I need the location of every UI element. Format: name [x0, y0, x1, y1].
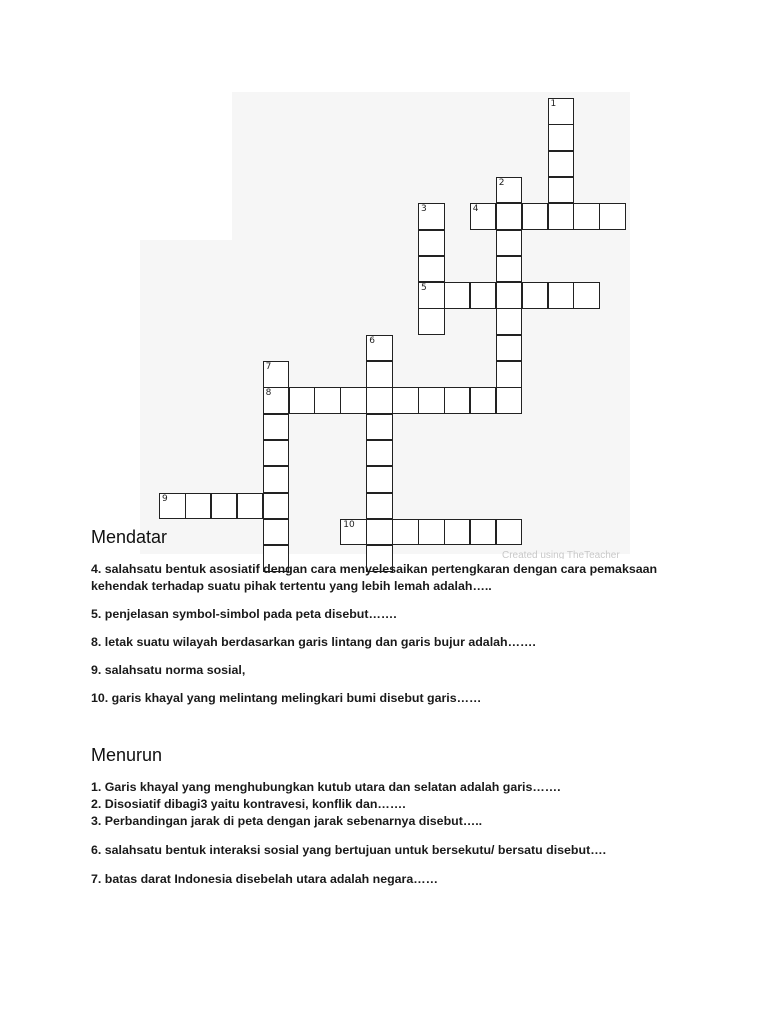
crossword-cell[interactable]: [366, 387, 393, 414]
crossword-cell[interactable]: [185, 493, 212, 520]
crossword-cell[interactable]: [340, 387, 367, 414]
crossword-cell[interactable]: [392, 519, 419, 546]
crossword-cell[interactable]: [366, 335, 393, 362]
crossword-cell[interactable]: [548, 98, 575, 125]
cell-number-9: 9: [162, 493, 168, 504]
crossword-cell[interactable]: [263, 466, 290, 493]
cell-number-3: 3: [421, 204, 427, 215]
clue-down-3: 3. Perbandingan jarak di peta dengan jarak sebenarnya disebut…..: [91, 814, 483, 828]
crossword-cell[interactable]: [366, 466, 393, 493]
crossword-cell[interactable]: [496, 256, 523, 283]
clue-down-6: 6. salahsatu bentuk interaksi sosial yang bertujuan untuk bersekutu/ bersatu disebut….: [91, 843, 607, 857]
crossword-cell[interactable]: [314, 387, 341, 414]
crossword-cell[interactable]: [522, 282, 549, 309]
puzzle-watermark: Created using TheTeacher: [502, 550, 620, 559]
crossword-cell[interactable]: [548, 282, 575, 309]
clue-down-1: 1. Garis khayal yang menghubungkan kutub utara dan selatan adalah garis…….: [91, 780, 561, 794]
crossword-cell[interactable]: [496, 230, 523, 257]
clue-across-8: 8. letak suatu wilayah berdasarkan garis lintang dan garis bujur adalah…….: [91, 635, 536, 649]
menurun-title: Menurun: [91, 745, 163, 765]
crossword-cell[interactable]: [496, 387, 523, 414]
crossword-cell[interactable]: [470, 387, 497, 414]
crossword-cell[interactable]: [444, 282, 471, 309]
cell-number-4: 4: [472, 204, 479, 215]
crossword-cell[interactable]: [418, 308, 445, 335]
cell-number-6: 6: [369, 335, 375, 346]
crossword-cell[interactable]: [289, 387, 316, 414]
crossword-cell[interactable]: [470, 282, 497, 309]
crossword-cell[interactable]: [263, 414, 290, 441]
crossword-cell[interactable]: [211, 493, 238, 520]
crossword-cell[interactable]: [418, 519, 445, 546]
cell-number-7: 7: [265, 362, 272, 372]
cell-number-5: 5: [421, 283, 427, 294]
crossword-cell[interactable]: [548, 203, 575, 230]
crossword-cell[interactable]: [496, 177, 523, 204]
crossword-cell[interactable]: [418, 230, 445, 257]
cell-number-10: 10: [343, 519, 355, 530]
crossword-cell[interactable]: [548, 177, 575, 204]
crossword-cell[interactable]: [263, 519, 290, 546]
crossword-cell[interactable]: [366, 440, 393, 467]
crossword-cell[interactable]: [263, 361, 290, 388]
clue-down-2: 2. Disosiatif dibagi3 yaitu kontravesi, konflik dan…….: [91, 797, 406, 811]
crossword-cell[interactable]: [496, 519, 523, 546]
cell-number-2: 2: [498, 177, 505, 188]
crossword-cell[interactable]: [366, 519, 393, 546]
crossword-cell[interactable]: [470, 519, 497, 546]
crossword-cell[interactable]: [522, 203, 549, 230]
clue-across-9: 9. salahsatu norma sosial,: [91, 663, 246, 677]
clue-across-5: 5. penjelasan symbol-simbol pada peta disebut…….: [91, 607, 397, 621]
crossword-cell[interactable]: [366, 493, 393, 520]
crossword-cell[interactable]: [573, 203, 600, 230]
crossword-cell[interactable]: [470, 203, 497, 230]
clue-across-4: 4. salahsatu bentuk asosiatif dengan cara menyelesaikan pertengkaran dengan cara pemaksaan kehendak terhadap suatu pihak tertentu yang lebih lemah adalah…..: [91, 562, 658, 593]
crossword-cell[interactable]: [496, 203, 523, 230]
crossword-cell[interactable]: [496, 308, 523, 335]
crossword-cell[interactable]: [496, 335, 523, 362]
crossword-cell[interactable]: [366, 414, 393, 441]
crossword-cell[interactable]: [392, 387, 419, 414]
crossword-cell[interactable]: [418, 387, 445, 414]
crossword-cell[interactable]: [237, 493, 264, 520]
crossword-cell[interactable]: [444, 387, 471, 414]
crossword-cell[interactable]: [418, 256, 445, 283]
cell-number-1: 1: [550, 99, 557, 109]
clue-down-7: 7. batas darat Indonesia disebelah utara adalah negara……: [91, 872, 439, 886]
clue-across-10: 10. garis khayal yang melintang melingkari bumi disebut garis……: [91, 691, 482, 705]
mendatar-title: Mendatar: [91, 527, 168, 547]
crossword-cell[interactable]: [159, 493, 186, 520]
crossword-cell[interactable]: [263, 440, 290, 467]
cell-number-8: 8: [265, 388, 272, 399]
crossword-cell[interactable]: [340, 519, 367, 546]
crossword-cell[interactable]: [496, 282, 523, 309]
crossword-cell[interactable]: [263, 493, 290, 520]
crossword-cell[interactable]: [599, 203, 626, 230]
crossword-cell[interactable]: [496, 361, 523, 388]
crossword-cell[interactable]: [418, 203, 445, 230]
crossword-cell[interactable]: [366, 361, 393, 388]
crossword-cell[interactable]: [263, 387, 290, 414]
crossword-cell[interactable]: [548, 124, 575, 151]
crossword-cell[interactable]: [418, 282, 445, 309]
crossword-cell[interactable]: [573, 282, 600, 309]
crossword-cell[interactable]: [548, 151, 575, 178]
crossword-cell[interactable]: [444, 519, 471, 546]
